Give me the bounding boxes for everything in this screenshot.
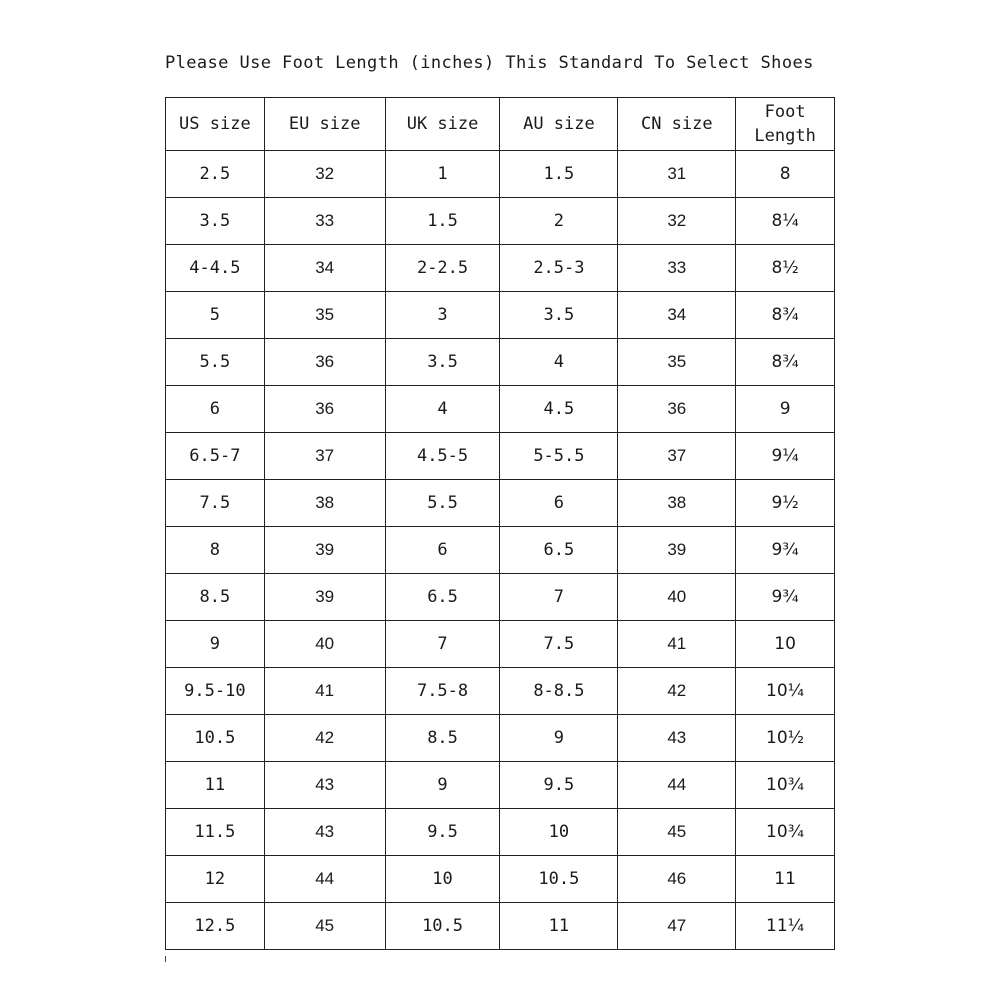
table-row [166,198,835,245]
cell-cn-size: 46 [618,856,736,903]
cell-au-size: 4 [500,339,618,386]
cell-uk-size: 10.5 [385,903,500,950]
cell-cn-size: 38 [618,480,736,527]
cell-uk-size: 9.5 [385,809,500,856]
header-cn-size: CN size [618,98,736,151]
table-row [166,856,835,903]
cell-eu-size: 36 [264,386,385,433]
table-row [166,574,835,621]
header-row [166,98,835,151]
cell-eu-size: 37 [264,433,385,480]
cell-uk-size: 7 [385,621,500,668]
cell-foot-length: 10¾ [736,809,835,856]
table-row [166,339,835,386]
cell-cn-size: 45 [618,809,736,856]
table-row [166,903,835,950]
cell-eu-size: 43 [264,762,385,809]
table-row [166,292,835,339]
cell-eu-size: 40 [264,621,385,668]
cell-uk-size: 8.5 [385,715,500,762]
cell-us-size: 12 [166,856,265,903]
cell-au-size: 8-8.5 [500,668,618,715]
cell-foot-length: 9 [736,386,835,433]
cell-foot-length: 8½ [736,245,835,292]
cell-cn-size: 36 [618,386,736,433]
cell-us-size: 5 [166,292,265,339]
size-chart-table [165,97,835,950]
cell-au-size: 7 [500,574,618,621]
cell-foot-length: 9¾ [736,574,835,621]
cell-foot-length: 10¾ [736,762,835,809]
cell-cn-size: 32 [618,198,736,245]
cell-us-size: 2.5 [166,151,265,198]
cell-cn-size: 40 [618,574,736,621]
table-row [166,809,835,856]
cell-uk-size: 10 [385,856,500,903]
cell-au-size: 7.5 [500,621,618,668]
cell-cn-size: 31 [618,151,736,198]
cell-eu-size: 44 [264,856,385,903]
header-eu-size: EU size [264,98,385,151]
cell-cn-size: 39 [618,527,736,574]
table-body [166,151,835,950]
cell-uk-size: 1 [385,151,500,198]
cell-uk-size: 4.5-5 [385,433,500,480]
table-row [166,245,835,292]
cell-au-size: 9.5 [500,762,618,809]
cell-au-size: 5-5.5 [500,433,618,480]
cell-us-size: 11 [166,762,265,809]
cell-eu-size: 39 [264,574,385,621]
cell-eu-size: 33 [264,198,385,245]
cell-au-size: 10 [500,809,618,856]
cell-uk-size: 5.5 [385,480,500,527]
table-row [166,715,835,762]
cell-au-size: 10.5 [500,856,618,903]
cell-uk-size: 7.5-8 [385,668,500,715]
cell-eu-size: 39 [264,527,385,574]
table-row [166,433,835,480]
cell-foot-length: 8 [736,151,835,198]
cell-au-size: 11 [500,903,618,950]
cell-uk-size: 1.5 [385,198,500,245]
cell-eu-size: 36 [264,339,385,386]
cell-eu-size: 45 [264,903,385,950]
cell-foot-length: 10½ [736,715,835,762]
cell-au-size: 6.5 [500,527,618,574]
cell-au-size: 3.5 [500,292,618,339]
cell-eu-size: 41 [264,668,385,715]
cell-cn-size: 42 [618,668,736,715]
cell-eu-size: 32 [264,151,385,198]
cell-au-size: 4.5 [500,386,618,433]
cell-cn-size: 47 [618,903,736,950]
cell-cn-size: 44 [618,762,736,809]
header-uk-size: UK size [385,98,500,151]
cell-uk-size: 3.5 [385,339,500,386]
cell-foot-length: 10 [736,621,835,668]
cell-us-size: 8 [166,527,265,574]
cell-us-size: 7.5 [166,480,265,527]
cell-eu-size: 35 [264,292,385,339]
cell-cn-size: 35 [618,339,736,386]
cell-uk-size: 4 [385,386,500,433]
table-row [166,386,835,433]
header-foot-length: Foot Length [736,98,835,151]
cell-eu-size: 43 [264,809,385,856]
table-row [166,668,835,715]
table-row [166,762,835,809]
cell-foot-length: 9¼ [736,433,835,480]
cell-eu-size: 42 [264,715,385,762]
cell-cn-size: 34 [618,292,736,339]
cell-cn-size: 37 [618,433,736,480]
cell-us-size: 4-4.5 [166,245,265,292]
cell-foot-length: 9¾ [736,527,835,574]
cell-us-size: 9 [166,621,265,668]
cell-foot-length: 8¾ [736,339,835,386]
page-title: Please Use Foot Length (inches) This Standard To Select Shoes [165,53,814,73]
cell-au-size: 9 [500,715,618,762]
cell-cn-size: 41 [618,621,736,668]
table-row [166,621,835,668]
cell-foot-length: 9½ [736,480,835,527]
cell-uk-size: 6.5 [385,574,500,621]
cell-us-size: 12.5 [166,903,265,950]
header-us-size: US size [166,98,265,151]
cell-us-size: 11.5 [166,809,265,856]
cell-foot-length: 11¼ [736,903,835,950]
table-row [166,527,835,574]
cell-cn-size: 43 [618,715,736,762]
cell-uk-size: 2-2.5 [385,245,500,292]
table-row [166,480,835,527]
cell-us-size: 9.5-10 [166,668,265,715]
cell-au-size: 2.5-3 [500,245,618,292]
cell-us-size: 3.5 [166,198,265,245]
cell-au-size: 6 [500,480,618,527]
table-row [166,151,835,198]
cell-au-size: 1.5 [500,151,618,198]
cell-us-size: 6 [166,386,265,433]
edge-tick-mark [165,956,166,962]
cell-cn-size: 33 [618,245,736,292]
cell-uk-size: 3 [385,292,500,339]
cell-us-size: 10.5 [166,715,265,762]
cell-foot-length: 10¼ [736,668,835,715]
cell-uk-size: 6 [385,527,500,574]
cell-foot-length: 8¾ [736,292,835,339]
header-au-size: AU size [500,98,618,151]
cell-us-size: 5.5 [166,339,265,386]
cell-eu-size: 34 [264,245,385,292]
cell-eu-size: 38 [264,480,385,527]
cell-uk-size: 9 [385,762,500,809]
cell-foot-length: 8¼ [736,198,835,245]
cell-us-size: 8.5 [166,574,265,621]
cell-au-size: 2 [500,198,618,245]
cell-us-size: 6.5-7 [166,433,265,480]
cell-foot-length: 11 [736,856,835,903]
